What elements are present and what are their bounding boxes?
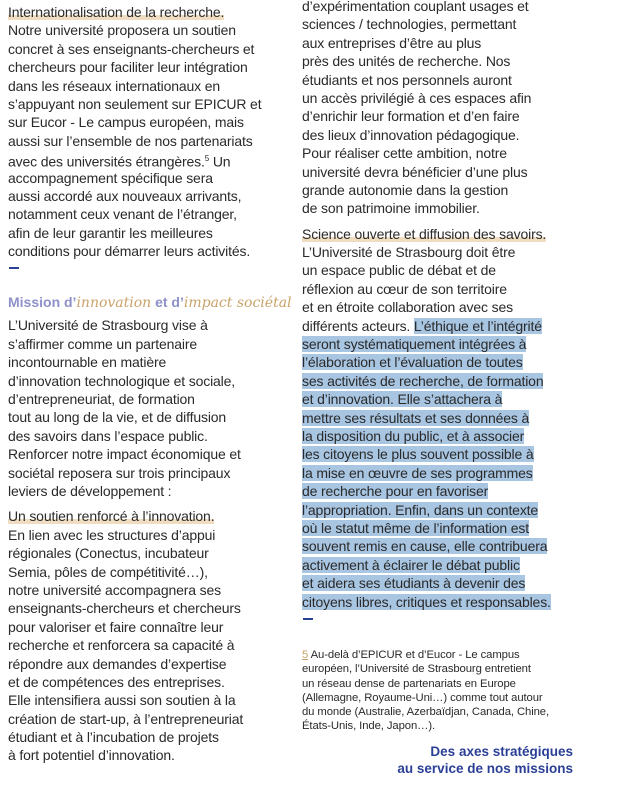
section-title	[397, 743, 573, 777]
text-segment: un espace public de débat et de	[302, 262, 496, 279]
text-segment: sur Eucor - Le campus européen, mais	[8, 114, 244, 131]
text-line	[8, 445, 293, 463]
text-segment: enseignants-chercheurs et chercheurs	[8, 600, 241, 617]
text-segment: d’entrepreneuriat, de formation	[8, 391, 195, 408]
text-segment: de son patrimoine immobilier.	[302, 200, 480, 217]
text-segment: Pour réaliser cette ambition, notre	[302, 145, 507, 162]
footnote-text: Au-delà d’EPICUR et d’Eucor - Le campus	[308, 649, 520, 661]
text-line	[302, 15, 602, 33]
text-line	[302, 409, 602, 427]
text-line	[8, 728, 293, 746]
text-segment: la disposition du public, et à associer	[302, 427, 525, 444]
footnote-line: un réseau dense de partenariats en Europe	[302, 677, 516, 690]
text-line	[302, 464, 602, 482]
text-line	[302, 163, 602, 181]
text-line	[8, 335, 293, 353]
subheading: Science ouverte et diffusion des savoirs.	[302, 225, 547, 242]
text-segment: notamment ceux venant de l’étranger,	[8, 206, 237, 223]
text-line	[302, 482, 602, 500]
text-line	[302, 261, 602, 279]
text-segment: pour valoriser et faire connaître leur	[8, 618, 224, 635]
text-segment: la mise en œuvre de ses programmes	[302, 464, 533, 481]
section-heading	[8, 291, 293, 313]
text-line	[8, 169, 293, 187]
text-line	[8, 544, 293, 562]
text-segment: Notre université proposera un soutien	[8, 22, 236, 39]
text-line	[302, 199, 602, 217]
text-segment: Elle intensifiera aussi son soutien à la	[8, 692, 236, 709]
text-line	[302, 89, 602, 107]
text-line	[302, 52, 602, 70]
text-segment: université devra bénéficier d’une plus	[302, 163, 528, 180]
text-segment: et d’innovation. Elle s’attachera à	[302, 391, 503, 408]
section-title-line-1: Des axes stratégiques	[430, 744, 573, 759]
text-segment: souvent remis en cause, elle contribuera	[302, 538, 548, 555]
text-segment: Semia, pôles de compétitivité…),	[8, 563, 208, 580]
text-segment: leviers de développement :	[8, 482, 172, 499]
text-line	[8, 710, 293, 728]
text-line	[302, 280, 602, 298]
text-line	[302, 556, 602, 574]
text-line	[8, 746, 293, 764]
text-segment: aussi accordé aux nouveaux arrivants,	[8, 187, 242, 204]
text-segment: Un	[209, 153, 231, 170]
section-title-line-2: au service de nos missions	[397, 761, 573, 776]
text-line	[8, 353, 293, 371]
text-segment: les citoyens le plus souvent possible à	[302, 446, 534, 463]
text-segment: accompagnement spécifique sera	[8, 169, 213, 186]
text-line	[302, 225, 602, 243]
text-segment: sociétal reposera sur trois principaux	[8, 464, 231, 481]
text-segment: où le statut même de l’information est	[302, 519, 529, 536]
paragraph	[8, 316, 293, 500]
section-divider	[303, 618, 313, 620]
heading-part: impact sociétal	[183, 295, 292, 312]
text-segment: régionales (Conectus, incubateur	[8, 545, 209, 562]
text-segment: citoyens libres, critiques et responsables.	[302, 593, 551, 610]
footnote-line: européen, l’Université de Strasbourg entretient	[302, 663, 531, 676]
text-line	[8, 618, 293, 636]
subheading: Un soutien renforcé à l’innovation.	[8, 508, 215, 525]
heading-part: innovation	[76, 295, 152, 312]
text-line	[8, 150, 293, 168]
text-segment: ses activités de recherche, de formation	[302, 372, 544, 389]
text-line	[302, 34, 602, 52]
footnote-line: États-Unis, Inde, Japon…).	[302, 720, 436, 733]
text-segment: d’enrichir leur formation et d’en faire	[302, 108, 520, 125]
footnote-line: du monde (Australie, Azerbaïdjan, Canada, Chine,	[302, 706, 550, 719]
text-line	[8, 464, 293, 482]
text-segment: activement à éclairer le débat public	[302, 556, 520, 573]
text-segment: grande autonomie dans la gestion	[302, 181, 509, 198]
text-segment: près des unités de recherche. Nos	[302, 53, 511, 70]
text-segment: L’Université de Strasbourg doit être	[302, 244, 516, 261]
text-segment: conditions pour démarrer leurs activités.	[8, 243, 251, 260]
text-segment: aussi sur l’ensemble de nos partenariats	[8, 132, 253, 149]
footnote-marker[interactable]: 5	[302, 649, 309, 661]
text-line	[8, 507, 293, 525]
paragraph	[302, 225, 602, 611]
text-segment: des savoirs dans l’espace public.	[8, 427, 208, 444]
text-line	[8, 691, 293, 709]
text-segment: à fort potentiel d’innovation.	[8, 747, 175, 764]
paragraph	[8, 3, 293, 260]
paragraph	[8, 507, 293, 764]
text-line	[8, 40, 293, 58]
text-segment: des lieux d’innovation pédagogique.	[302, 126, 520, 143]
text-line	[8, 563, 293, 581]
left-column	[8, 3, 293, 772]
text-line	[8, 526, 293, 544]
text-segment: avec des universités étrangères.	[8, 153, 205, 170]
text-line	[302, 372, 602, 390]
text-line	[8, 316, 293, 334]
text-segment: En lien avec les structures d’appui	[8, 526, 216, 543]
text-line	[302, 427, 602, 445]
text-segment: différents acteurs.	[302, 317, 414, 334]
text-line	[302, 593, 602, 611]
text-line	[302, 298, 602, 316]
text-line	[8, 21, 293, 39]
footnote	[302, 648, 602, 734]
text-line	[302, 107, 602, 125]
text-line	[302, 445, 602, 463]
text-line	[302, 317, 602, 335]
text-segment: dans les réseaux internationaux en	[8, 77, 221, 94]
section-divider	[9, 267, 19, 269]
footnote-ref[interactable]: 5	[204, 154, 210, 164]
text-segment: et en étroite collaboration avec ses	[302, 299, 513, 316]
text-line	[8, 636, 293, 654]
text-segment: un accès privilégié à ces espaces afin	[302, 89, 532, 106]
text-segment: sciences / technologies, permettant	[302, 16, 517, 33]
text-segment: l’appropriation. Enfin, dans un contexte	[302, 501, 539, 518]
text-line	[8, 224, 293, 242]
footnote-line: (Allemagne, Royaume-Uni…) comme tout autour	[302, 691, 543, 704]
text-segment: d’innovation technologique et sociale,	[8, 372, 236, 389]
text-line	[302, 181, 602, 199]
text-line	[302, 126, 602, 144]
text-segment: répondre aux demandes d’expertise	[8, 655, 227, 672]
text-line	[8, 242, 293, 260]
text-segment: et de compétences des entreprises.	[8, 673, 225, 690]
right-column	[302, 0, 602, 642]
text-line	[8, 205, 293, 223]
text-line	[302, 243, 602, 261]
subheading: Internationalisation de la recherche.	[8, 4, 225, 20]
text-segment: s’affirmer comme un partenaire	[8, 335, 197, 352]
text-line	[8, 113, 293, 131]
text-segment: L’Université de Strasbourg vise à	[8, 317, 208, 334]
text-line	[8, 372, 293, 390]
text-line	[8, 673, 293, 691]
text-line	[8, 655, 293, 673]
text-segment: recherche et renforcera sa capacité à	[8, 637, 235, 654]
text-line	[302, 390, 602, 408]
text-segment: afin de leur garantir les meilleures	[8, 224, 213, 241]
text-segment: création de start-up, à l’entrepreneuriat	[8, 710, 244, 727]
text-line	[8, 581, 293, 599]
text-line	[8, 77, 293, 95]
text-line	[8, 132, 293, 150]
text-line	[302, 144, 602, 162]
text-line	[302, 335, 602, 353]
text-segment: Renforcer notre impact économique et	[8, 446, 241, 463]
text-segment: incontournable en matière	[8, 354, 167, 371]
text-segment: L’éthique et l’intégrité	[413, 317, 542, 334]
text-segment: tout au long de la vie, et de diffusion	[8, 409, 227, 426]
text-line	[302, 501, 602, 519]
text-line	[302, 0, 602, 15]
text-line	[302, 519, 602, 537]
text-segment: étudiants et nos personnels auront	[302, 71, 512, 88]
text-line	[8, 482, 293, 500]
text-segment: chercheurs pour faciliter leur intégration	[8, 59, 248, 76]
text-segment: concret à ses enseignants-chercheurs et	[8, 40, 255, 57]
text-segment: l’élaboration et l’évaluation de toutes	[302, 354, 523, 371]
text-segment: d’expérimentation couplant usages et	[302, 0, 529, 14]
text-segment: notre université accompagnera ses	[8, 581, 221, 598]
text-line	[8, 3, 293, 21]
text-line	[8, 390, 293, 408]
text-segment: seront systématiquement intégrées à	[302, 336, 527, 353]
text-segment: s’appuyant non seulement sur EPICUR et	[8, 95, 262, 112]
heading-part: Mission d’	[8, 294, 77, 311]
text-line	[8, 408, 293, 426]
text-line	[302, 353, 602, 371]
paragraph	[302, 0, 602, 218]
text-segment: de recherche pour en favoriser	[302, 483, 489, 500]
text-line	[8, 427, 293, 445]
text-segment: et aidera ses étudiants à devenir des	[302, 575, 526, 592]
text-line	[8, 599, 293, 617]
text-line	[302, 574, 602, 592]
text-segment: mettre ses résultats et ses données à	[302, 409, 530, 426]
footnote-line	[302, 648, 602, 662]
text-line	[8, 187, 293, 205]
text-segment: étudiant et à l’incubation de projets	[8, 729, 219, 746]
heading-part: et d’	[151, 294, 184, 311]
text-line	[302, 537, 602, 555]
text-line	[302, 71, 602, 89]
text-line	[8, 95, 293, 113]
text-segment: aux entreprises d’être au plus	[302, 34, 482, 51]
text-line	[8, 58, 293, 76]
text-segment: réflexion au cœur de son territoire	[302, 280, 507, 297]
